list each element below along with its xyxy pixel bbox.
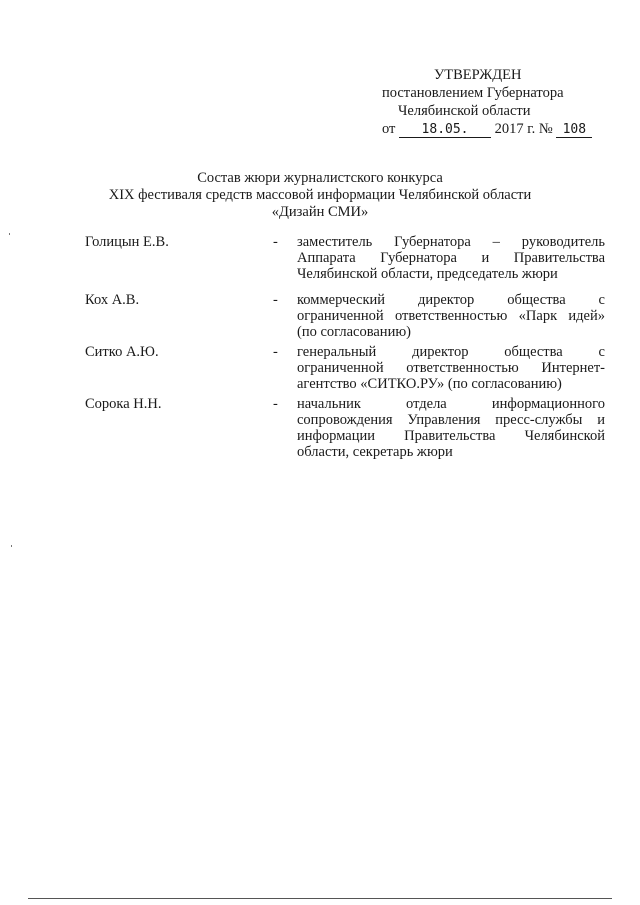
member-role: [297, 344, 605, 392]
member-dash: -: [273, 396, 278, 412]
approval-date: 18.05.: [399, 123, 491, 138]
approval-resolution: постановлением Губернатора: [382, 85, 564, 101]
approval-date-line: [382, 120, 612, 138]
approval-number: 108: [556, 123, 592, 138]
member-role: [297, 234, 605, 282]
role-line: (по согласованию): [297, 324, 411, 340]
member-dash: -: [273, 234, 278, 250]
approval-region: Челябинской области: [398, 103, 531, 119]
role-line: генеральный директор общества с: [297, 344, 605, 360]
member-dash: -: [273, 344, 278, 360]
role-line: ограниченной ответственностью Интернет-: [297, 360, 605, 376]
document-title: [0, 170, 640, 221]
scan-speck: [11, 545, 12, 547]
title-line-3: «Дизайн СМИ»: [271, 204, 369, 220]
role-line: сопровождения Управления пресс-службы и: [297, 412, 605, 428]
title-line-1: Состав жюри журналистского конкурса: [197, 170, 443, 186]
role-line: информации Правительства Челябинской: [297, 428, 605, 444]
member-name: Ситко А.Ю.: [85, 344, 159, 360]
approval-heading: УТВЕРЖДЕН: [434, 67, 522, 83]
approval-year: 2017 г. №: [494, 121, 553, 137]
member-name: Кох А.В.: [85, 292, 140, 308]
member-dash: -: [273, 292, 278, 308]
scan-speck: [9, 233, 10, 235]
role-line: коммерческий директор общества с: [297, 292, 605, 308]
approval-block: [382, 66, 612, 138]
role-line: Челябинской области, председатель жюри: [297, 266, 558, 282]
role-line: заместитель Губернатора – руководитель: [297, 234, 605, 250]
role-line: агентство «СИТКО.РУ» (по согласованию): [297, 376, 562, 392]
member-name: Голицын Е.В.: [85, 234, 169, 250]
role-line: ограниченной ответственностью «Парк идей»: [297, 308, 605, 324]
role-line: начальник отдела информационного: [297, 396, 605, 412]
role-line: Аппарата Губернатора и Правительства: [297, 250, 605, 266]
member-role: [297, 396, 605, 460]
role-line: области, секретарь жюри: [297, 444, 453, 460]
scan-bottom-edge: [28, 898, 612, 899]
title-line-2: XIX фестиваля средств массовой информации Челябинской области: [108, 187, 532, 203]
member-role: [297, 292, 605, 340]
member-name: Сорока Н.Н.: [85, 396, 162, 412]
approval-prefix: от: [382, 121, 396, 137]
